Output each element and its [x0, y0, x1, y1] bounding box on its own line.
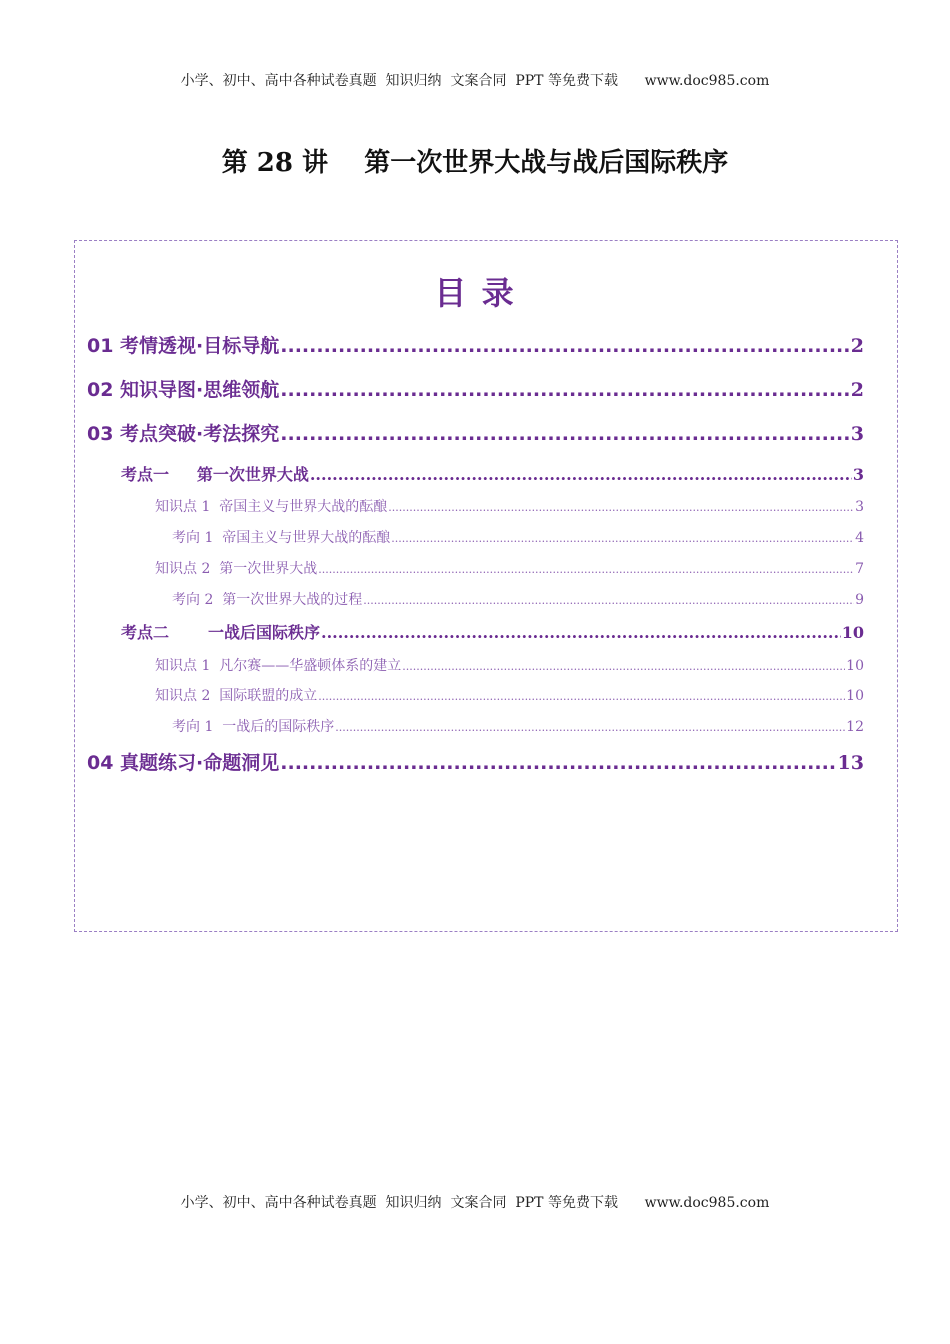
toc-entry-section-04[interactable] [87, 748, 864, 775]
toc-entry-kaoxiang-2[interactable] [172, 589, 864, 609]
toc-entry-zhishidian-2b[interactable] [155, 685, 864, 705]
toc-leader-dots [363, 594, 854, 607]
toc-entry-label: 考向 1 一战后的国际秩序 [172, 719, 335, 735]
toc-entry-kaoxiang-1b[interactable] [172, 716, 864, 736]
toc-entry-section-03[interactable] [87, 419, 864, 446]
toc-leader-dots [391, 532, 854, 545]
toc-entry-label: 考向 2 第一次世界大战的过程 [172, 592, 363, 608]
toc-entry-page: 12 [846, 719, 864, 735]
toc-entry-page: 9 [855, 592, 864, 608]
toc-entry-page: 3 [850, 423, 864, 445]
toc-entry-page: 7 [855, 561, 864, 577]
page-footer: 小学、初中、高中各种试卷真题 知识归纳 文案合同 PPT 等免费下载 www.doc985.com [180, 1195, 770, 1211]
toc-entry-label: 知识点 2 国际联盟的成立 [155, 688, 318, 704]
toc-leader-dots [318, 563, 854, 576]
toc-entry-page: 10 [846, 688, 864, 704]
toc-entry-label: 知识点 2 第一次世界大战 [155, 561, 318, 577]
toc-leader-dots [321, 623, 841, 642]
toc-entry-label: 01 考情透视·目标导航 [87, 335, 280, 357]
toc-entry-page: 2 [850, 379, 864, 401]
toc-entry-label: 考点一 第一次世界大战 [121, 465, 309, 484]
toc-entry-page: 4 [855, 530, 864, 546]
toc-leader-dots [280, 335, 849, 357]
toc-leader-dots [280, 752, 836, 774]
toc-leader-dots [280, 423, 849, 445]
toc-entry-zhishidian-1[interactable] [155, 496, 864, 516]
toc-entry-label: 02 知识导图·思维领航 [87, 379, 280, 401]
toc-entry-section-01[interactable] [87, 331, 864, 358]
toc-entry-kaoxiang-1[interactable] [172, 527, 864, 547]
toc-entry-kaodian-1[interactable] [121, 462, 864, 485]
toc-leader-dots [388, 501, 854, 514]
toc-leader-dots [280, 379, 849, 401]
toc-entry-page: 10 [841, 623, 864, 642]
toc-entry-section-02[interactable] [87, 375, 864, 402]
toc-entry-kaodian-2[interactable] [121, 620, 864, 643]
toc-entry-label: 04 真题练习·命题洞见 [87, 752, 280, 774]
toc-entry-zhishidian-2[interactable] [155, 558, 864, 578]
toc-heading: 目 录 [434, 274, 516, 312]
toc-entry-page: 3 [855, 499, 864, 515]
toc-leader-dots [310, 465, 852, 484]
toc-leader-dots [335, 721, 845, 734]
toc-entry-page: 13 [837, 752, 864, 774]
page-header: 小学、初中、高中各种试卷真题 知识归纳 文案合同 PPT 等免费下载 www.doc985.com [180, 73, 770, 89]
toc-leader-dots [402, 660, 845, 673]
toc-entry-page: 3 [852, 465, 864, 484]
toc-entry-label: 知识点 1 凡尔赛——华盛顿体系的建立 [155, 658, 402, 674]
document-title: 第 28 讲 第一次世界大战与战后国际秩序 [221, 148, 729, 178]
toc-entry-label: 03 考点突破·考法探究 [87, 423, 280, 445]
toc-entry-zhishidian-1b[interactable] [155, 655, 864, 675]
toc-leader-dots [318, 690, 845, 703]
toc-entry-label: 知识点 1 帝国主义与世界大战的酝酿 [155, 499, 388, 515]
toc-entry-page: 10 [846, 658, 864, 674]
toc-entry-label: 考向 1 帝国主义与世界大战的酝酿 [172, 530, 391, 546]
toc-entry-page: 2 [850, 335, 864, 357]
toc-entry-label: 考点二 一战后国际秩序 [121, 623, 320, 642]
